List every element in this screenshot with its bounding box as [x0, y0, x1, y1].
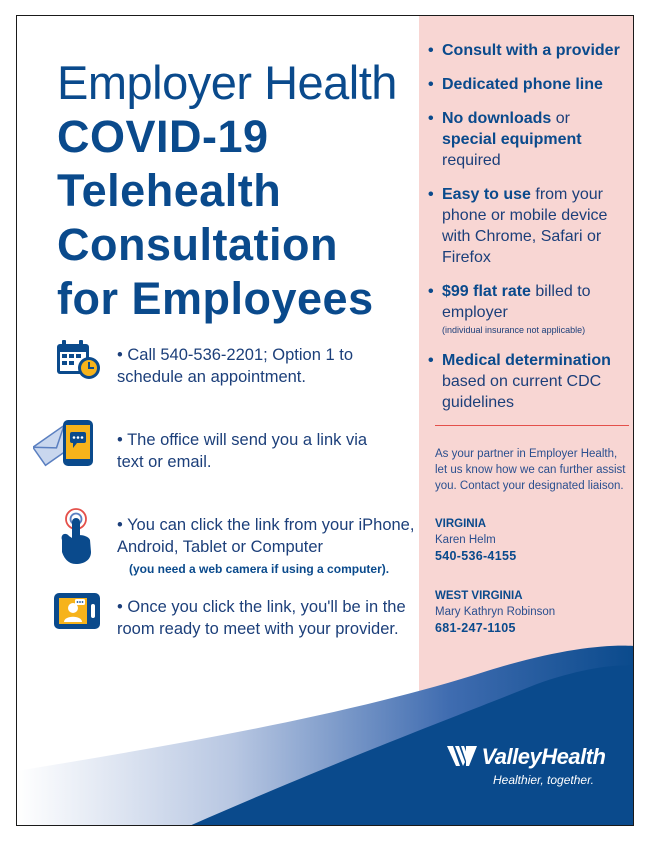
contact-name: Karen Helm [435, 534, 496, 546]
benefit-easy [428, 184, 632, 268]
hand-tap-icon [56, 508, 100, 566]
calendar-clock-icon [55, 339, 103, 381]
title-line-3: Telehealth [57, 165, 282, 216]
benefit-flat-rate-bold: $99 flat rate [442, 283, 531, 300]
title-line-4: Consultation [57, 219, 338, 270]
benefit-no-downloads [428, 108, 632, 171]
step-call-text: • Call 540-536-2201; Option 1 to schedule an appointment. [117, 346, 354, 386]
benefit-phone-line-text: Dedicated phone line [442, 76, 603, 93]
valley-health-logo [447, 744, 606, 787]
benefit-medical [428, 350, 632, 413]
contact-name: Mary Kathryn Robinson [435, 606, 556, 618]
benefit-no-downloads-text: or [551, 110, 570, 127]
logo-name: ValleyHealth [481, 744, 606, 769]
page-title [57, 56, 397, 326]
contact-region: WEST VIRGINIA [435, 590, 523, 602]
benefit-required-text: required [442, 152, 501, 169]
benefit-medical-text: based on current CDC guidelines [442, 373, 602, 411]
benefit-flat-rate [428, 281, 632, 337]
divider [435, 425, 629, 426]
title-line-1: Employer Health [57, 56, 397, 109]
step-click-note: (you need a web camera if using a computer). [129, 562, 390, 576]
benefit-easy-text: from your phone or mobile device with Chrome, Safari or Firefox [442, 186, 608, 266]
contact-phone[interactable]: 540-536-4155 [435, 549, 517, 563]
benefits-list [428, 40, 632, 426]
step-click-main: • You can click the link from your iPhone, Android, Tablet or Computer [117, 516, 415, 556]
contact-region: VIRGINIA [435, 518, 487, 530]
benefit-no-downloads-bold: No downloads [442, 110, 552, 127]
video-call-icon [53, 592, 101, 630]
benefit-easy-bold: Easy to use [442, 186, 531, 203]
benefit-medical-bold: Medical determination [442, 352, 611, 369]
benefit-flat-rate-note: (individual insurance not applicable) [442, 325, 586, 335]
flyer [16, 15, 634, 826]
logo-mark-icon [447, 745, 477, 767]
step-link-text: • The office will send you a link via text or email. [117, 431, 368, 471]
benefit-consult [428, 40, 632, 61]
benefit-special-equipment-bold: special equipment [442, 131, 582, 148]
benefit-flat-rate-text: billed to employer [442, 283, 591, 321]
envelope-phone-icon [33, 418, 99, 470]
step-click-text [117, 514, 417, 580]
title-line-5: for Employees [57, 273, 374, 324]
benefit-consult-text: Consult with a provider [442, 42, 620, 59]
partner-text: As your partner in Employer Health, let us know how we can further assist you. Contact your designated liaison. [435, 448, 626, 492]
contact-west-virginia [435, 588, 631, 636]
contact-virginia [435, 516, 631, 564]
step-room-text: • Once you click the link, you'll be in the room ready to meet with your provider. [117, 598, 406, 638]
logo-tagline: Healthier, together. [493, 773, 594, 787]
contact-phone[interactable]: 681-247-1105 [435, 621, 516, 635]
benefit-phone-line [428, 74, 632, 95]
title-line-2: COVID-19 [57, 111, 269, 162]
